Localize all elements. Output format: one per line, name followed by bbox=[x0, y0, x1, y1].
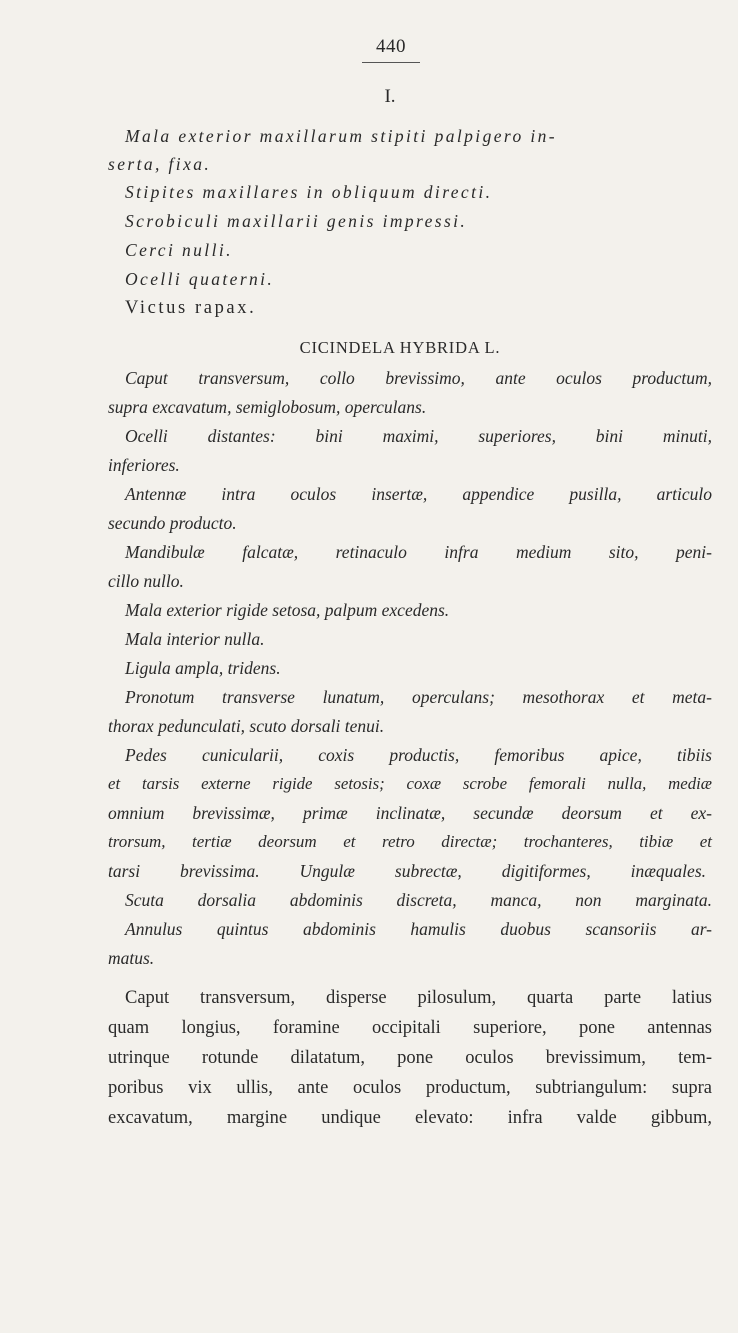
description-line: Mala exterior rigide setosa, palpum excedens. bbox=[125, 600, 450, 620]
paragraph-line: quam longius, foramine occipitali superiore, pone antennas bbox=[108, 1018, 712, 1038]
description-line: Scuta dorsalia abdominis discreta, manca, non marginata. bbox=[125, 890, 712, 910]
character-line: Stipites maxillares in obliquum directi. bbox=[125, 182, 493, 202]
page-number: 440 bbox=[376, 36, 406, 57]
description-line: tarsi brevissima. Ungulæ subrectæ, digitiformes, inæquales. bbox=[108, 861, 706, 881]
description-line: Pedes cunicularii, coxis productis, femoribus apice, tibiis bbox=[125, 745, 712, 765]
description-line: et tarsis externe rigide setosis; coxæ scrobe femorali nulla, mediæ bbox=[108, 774, 712, 793]
character-line: Mala exterior maxillarum stipiti palpigero in- bbox=[125, 126, 558, 146]
description-line: supra excavatum, semiglobosum, operculans. bbox=[108, 397, 427, 417]
description-line: Caput transversum, collo brevissimo, ante oculos productum, bbox=[125, 368, 712, 388]
paragraph-line: poribus vix ullis, ante oculos productum, subtriangulum: supra bbox=[108, 1078, 712, 1098]
character-line: Ocelli quaterni. bbox=[125, 269, 275, 289]
description-line: trorsum, tertiæ deorsum et retro directæ; trochanteres, tibiæ et bbox=[108, 832, 712, 851]
description-line: Mandibulæ falcatæ, retinaculo infra medium sito, peni- bbox=[125, 542, 712, 562]
paragraph-line: excavatum, margine undique elevato: infra valde gibbum, bbox=[108, 1108, 712, 1128]
description-line: Annulus quintus abdominis hamulis duobus scansoriis ar- bbox=[125, 919, 712, 939]
species-heading: CICINDELA HYBRIDA L. bbox=[299, 338, 501, 357]
description-line: inferiores. bbox=[108, 455, 180, 475]
description-line: Antennæ intra oculos insertæ, appendice pusilla, articulo bbox=[125, 484, 712, 504]
character-line: serta, fixa. bbox=[108, 154, 212, 174]
page-number-rule bbox=[362, 62, 420, 63]
description-line: secundo producto. bbox=[108, 513, 237, 533]
character-line: Cerci nulli. bbox=[125, 240, 233, 260]
description-line: matus. bbox=[108, 948, 155, 968]
description-line: omnium brevissimæ, primæ inclinatæ, secundæ deorsum et ex- bbox=[108, 803, 712, 823]
description-line: Ocelli distantes: bini maximi, superiores, bini minuti, bbox=[125, 426, 712, 446]
description-line: Mala interior nulla. bbox=[125, 629, 265, 649]
description-line: Pronotum transverse lunatum, operculans; mesothorax et meta- bbox=[125, 687, 712, 707]
description-line: Ligula ampla, tridens. bbox=[125, 658, 281, 678]
section-numeral: I. bbox=[384, 86, 396, 107]
victus-line: Victus rapax. bbox=[125, 298, 257, 318]
description-line: thorax pedunculati, scuto dorsali tenui. bbox=[108, 716, 385, 736]
paragraph-line: utrinque rotunde dilatatum, pone oculos brevissimum, tem- bbox=[108, 1048, 712, 1068]
character-line: Scrobiculi maxillarii genis impressi. bbox=[125, 211, 468, 231]
description-line: cillo nullo. bbox=[108, 571, 184, 591]
paragraph-line: Caput transversum, disperse pilosulum, quarta parte latius bbox=[125, 988, 712, 1008]
